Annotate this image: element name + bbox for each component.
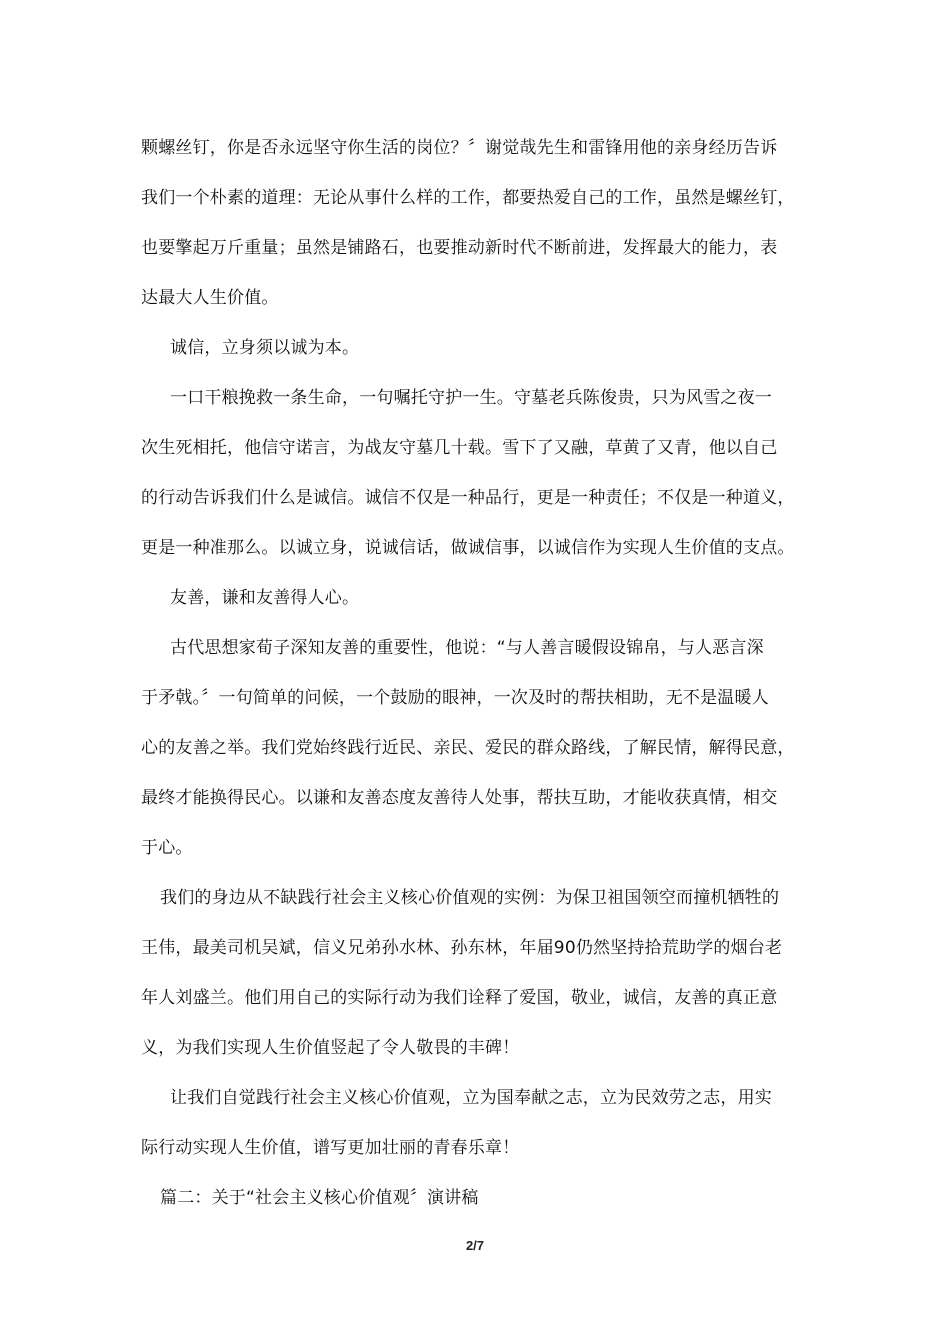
text-line: 年人刘盛兰。他们用自己的实际行动为我们诠释了爱国，敬业，诚信，友善的真正意	[141, 988, 778, 1008]
text-line: 于矛戟。〞一句简单的问候，一个鼓励的眼神，一次及时的帮扶相助，无不是温暖人	[141, 688, 769, 708]
text-line: 际行动实现人生价值，谱写更加壮丽的青春乐章！	[141, 1138, 520, 1158]
section-title: 篇二：关于“社会主义核心价值观〞演讲稿	[160, 1188, 479, 1208]
text-line: 让我们自觉践行社会主义核心价值观，立为国奉献之志，立为民效劳之志，用实	[170, 1088, 772, 1108]
section-heading: 诚信，立身须以诚为本。	[170, 338, 360, 358]
text-line: 王伟，最美司机吴斌，信义兄弟孙水林、孙东林，年届90仍然坚持拾荒助学的烟台老	[141, 938, 783, 958]
text-line: 的行动告诉我们什么是诚信。诚信不仅是一种品行，更是一种责任；不仅是一种道义，	[141, 488, 795, 508]
text-line: 义，为我们实现人生价值竖起了令人敬畏的丰碑！	[141, 1038, 520, 1058]
text-line: 一口干粮挽救一条生命，一句嘱托守护一生。守墓老兵陈俊贵，只为风雪之夜一	[170, 388, 772, 408]
section-heading: 友善，谦和友善得人心。	[170, 588, 360, 608]
text-line: 于心。	[141, 838, 193, 858]
text-line: 次生死相托，他信守诺言，为战友守墓几十载。雪下了又融，草黄了又青，他以自己	[141, 438, 778, 458]
text-line: 也要擎起万斤重量；虽然是铺路石，也要推动新时代不断前进，发挥最大的能力，表	[141, 238, 778, 258]
text-line: 心的友善之举。我们党始终践行近民、亲民、爱民的群众路线，了解民情，解得民意，	[141, 738, 795, 758]
text-line: 颗螺丝钉，你是否永远坚守你生活的岗位？〞谢觉哉先生和雷锋用他的亲身经历告诉	[141, 138, 778, 158]
page-number: 2/7	[465, 1238, 485, 1253]
text-line: 达最大人生价值。	[141, 288, 279, 308]
text-line: 更是一种准那么。以诚立身，说诚信话，做诚信事，以诚信作为实现人生价值的支点。	[141, 538, 795, 558]
text-line: 我们一个朴素的道理：无论从事什么样的工作，都要热爱自己的工作，虽然是螺丝钉，	[141, 188, 795, 208]
text-line: 我们的身边从不缺践行社会主义核心价值观的实例：为保卫祖国领空而撞机牺牲的	[160, 888, 780, 908]
text-line: 最终才能换得民心。以谦和友善态度友善待人处事，帮扶互助，才能收获真情，相交	[141, 788, 778, 808]
text-line: 古代思想家荀子深知友善的重要性，他说：“与人善言暖假设锦帛，与人恶言深	[170, 638, 764, 658]
